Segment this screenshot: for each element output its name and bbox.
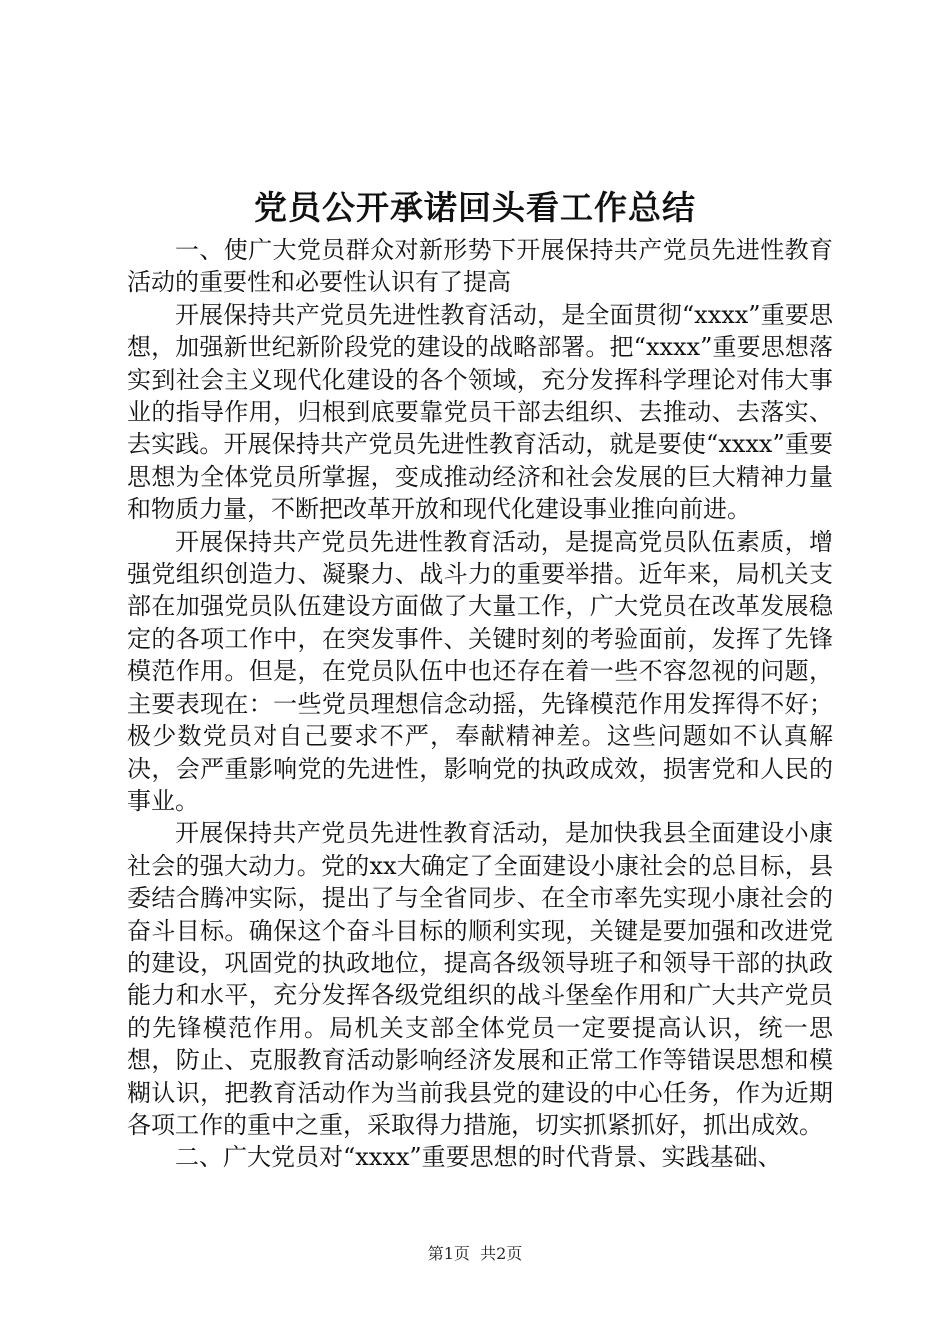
document-title: 党员公开承诺回头看工作总结 — [254, 188, 696, 227]
page-number: 第1页 — [427, 1244, 470, 1263]
paragraph-section-one-heading: 一、使广大党员群众对新形势下开展保持共产党员先进性教育活动的重要性和必要性认识有了提高 — [127, 236, 833, 297]
paragraph-party-quality: 开展保持共产党员先进性教育活动，是提高党员队伍素质，增强党组织创造力、凝聚力、战斗力的重要举措。近年来，局机关支部在加强党员队伍建设方面做了大量工作，广大党员在改革发展稳定的各项工作中，在突发事件、关键时刻的考验面前，发挥了先锋模范作用。但是，在党员队伍中也还存在着一些不容忽视的问题，主要表现在：一些党员理想信念动摇，先锋模范作用发挥得不好；极少数党员对自己要求不严，奉献精神差。这些问题如不认真解决，会严重影响党的先进性，影响党的执政成效，损害党和人民的事业。 — [127, 527, 833, 815]
paragraph-strategic-deployment: 开展保持共产党员先进性教育活动，是全面贯彻“xxxx”重要思想，加强新世纪新阶段党的建设的战略部署。把“xxxx”重要思想落实到社会主义现代化建设的各个领域，充分发挥科学理论对伟大事业的指导作用，归根到底要靠党员干部去组织、去推动、去落实、去实践。开展保持共产党员先进性教育活动，就是要使“xxxx”重要思想为全体党员所掌握，变成推动经济和社会发展的巨大精神力量和物质力量，不断把改革开放和现代化建设事业推向前进。 — [127, 300, 833, 524]
paragraph-xiaokang-driver: 开展保持共产党员先进性教育活动，是加快我县全面建设小康社会的强大动力。党的xx大确定了全面建设小康社会的总目标，县委结合腾冲实际，提出了与全省同步、在全市率先实现小康社会的奋斗目标。确保这个奋斗目标的顺利实现，关键是要加强和改进党的建设，巩固党的执政地位，提高各级领导班子和领导干部的执政能力和水平，充分发挥各级党组织的战斗堡垒作用和广大共产党员的先锋模范作用。局机关支部全体党员一定要提高认识，统一思想，防止、克服教育活动影响经济发展和正常工作等错误思想和模糊认识，把教育活动作为当前我县党的建设的中心任务，作为近期各项工作的重中之重，采取得力措施，切实抓紧抓好，抓出成效。 — [127, 819, 833, 1139]
page-footer — [0, 1243, 950, 1265]
page-total: 共2页 — [480, 1244, 523, 1263]
document-body — [127, 234, 833, 1174]
paragraph-section-two-heading: 二、广大党员对“xxxx”重要思想的时代背景、实践基础、 — [175, 1143, 782, 1172]
